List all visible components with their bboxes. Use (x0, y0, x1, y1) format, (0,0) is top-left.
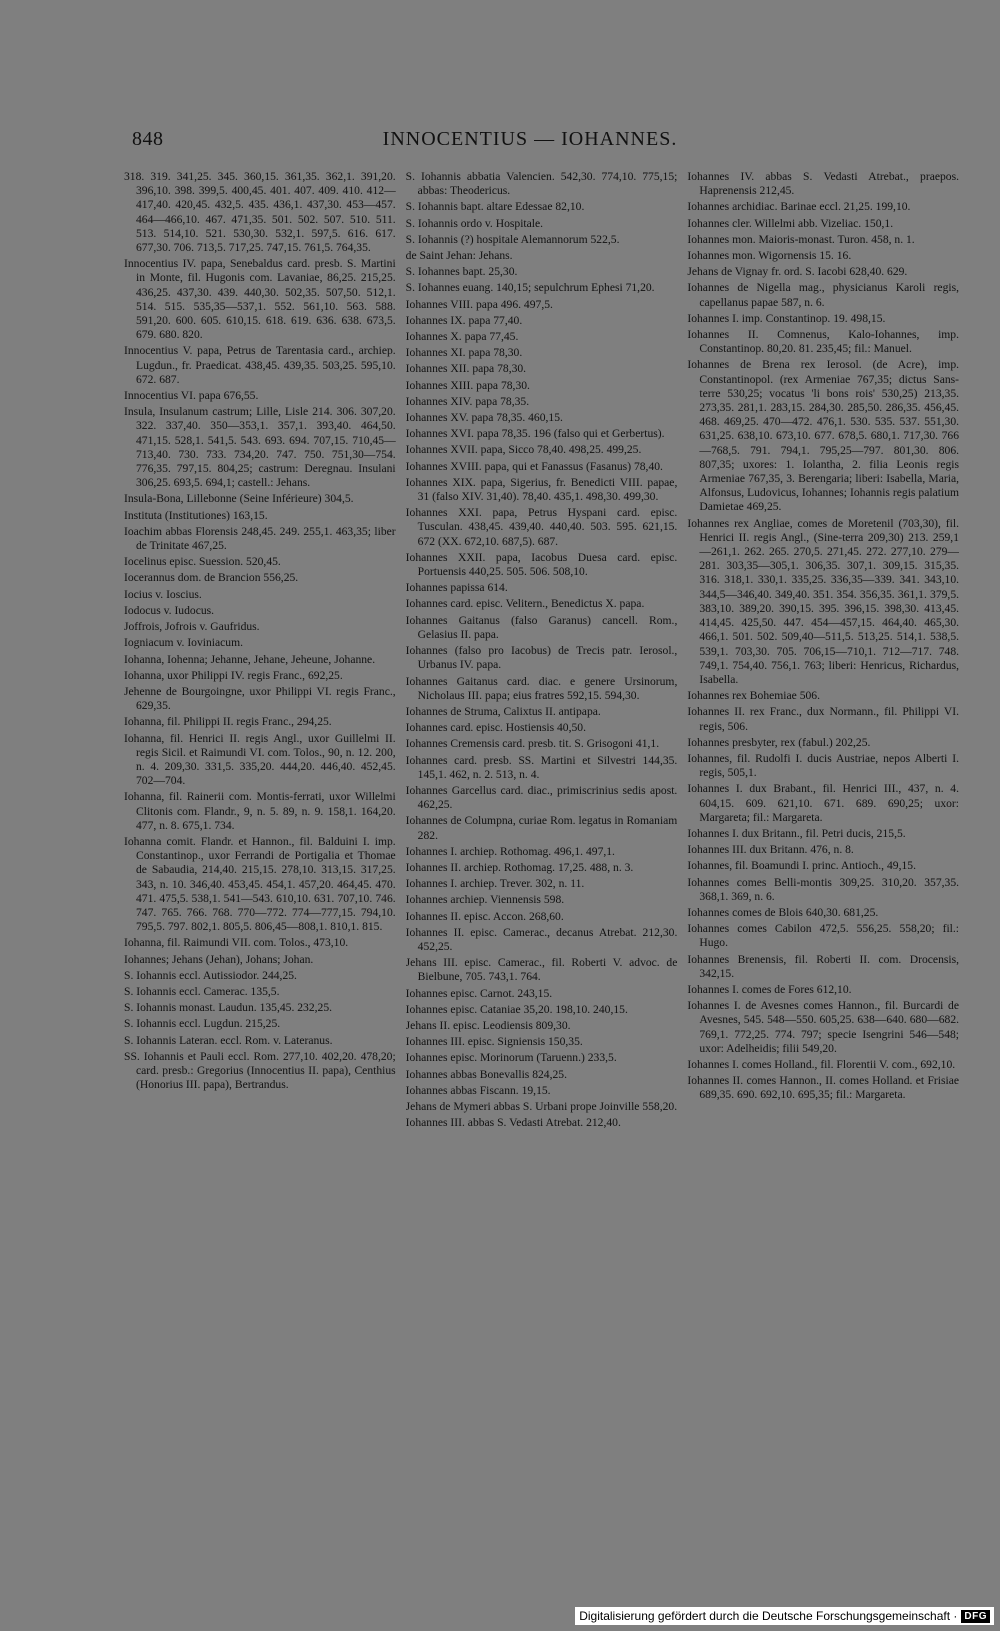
index-entry: Iohannes episc. Carnot. 243,15. (405, 986, 553, 1000)
index-entry: Iohannes de Columpna, curiae Rom. legatus in Romaniam 282. (405, 814, 678, 842)
index-entry: Iodocus v. Iudocus. (124, 603, 215, 617)
index-entry: Iohannes I. dux Brabant., fil. Henrici III., 437, n. 4. 604,15. 609. 621,10. 671. 689. 690,25; uxor: Margareta; fil.: Margareta. (687, 782, 959, 824)
index-entry: Iohannes IV. abbas S. Vedasti Atrebat., praepos. Haprenensis 212,45. (687, 170, 959, 198)
index-entry: Iohannes mon. Wigornensis 15. 16. (687, 249, 852, 263)
index-entry: Innocentius IV. papa, Senebaldus card. presb. S. Martini in Monte, fil. Hugonis com. Lavaniae, 86,25. 215,25. 436,25. 437,30. 439. 440,30. 502,35. 507,50. 512,1. 514. 515. 535,35—537,1. 552. 561,10. 563. 588. 591,20. 600. 605. 610,15. 618. 619. 636. 638. 673,5. 679. 680. 820. (124, 257, 396, 342)
index-entry: Iohannes presbyter, rex (fabul.) 202,25. (687, 735, 871, 749)
index-entry: Iohanna, Iohenna; Jehanne, Jehane, Jeheune, Johanne. (124, 652, 376, 666)
index-entry: Innocentius VI. papa 676,55. (124, 389, 259, 403)
index-entry: Iohannes III. dux Britann. 476, n. 8. (687, 843, 854, 857)
index-entry: Innocentius V. papa, Petrus de Tarentasia card., archiep. Lugdun., fr. Praedicat. 438,45. 439,35. 503,25. 595,10. 672. 687. (124, 344, 396, 386)
index-entry: Iohannes XI. papa 78,30. (405, 346, 523, 360)
index-entry: Jehenne de Bourgoingne, uxor Philippi VI. regis Franc., 629,35. (124, 684, 396, 713)
index-entry: de Saint Jehan: Jehans. (405, 249, 513, 263)
index-entry: Iohannes I. archiep. Trever. 302, n. 11. (405, 877, 585, 891)
index-entry: Ioachim abbas Florensis 248,45. 249. 255,1. 463,35; liber de Trinitate 467,25. (124, 524, 396, 553)
index-entry: Iohannes I. comes Holland., fil. Florentii V. com., 692,10. (687, 1057, 956, 1071)
index-entry: Iocelinus episc. Suession. 520,45. (124, 555, 281, 569)
index-entry: Iohannes XVI. papa 78,35. 196 (falso qui et Gerbertus). (405, 427, 665, 441)
index-entry: Iohannes comes de Blois 640,30. 681,25. (687, 905, 879, 919)
index-entry: Iohannes card. episc. Velitern., Benedictus X. papa. (405, 597, 645, 611)
index-entry: Iohannes I. dux Britann., fil. Petri ducis, 215,5. (687, 826, 906, 840)
index-entry: Iohannes III. episc. Signiensis 150,35. (405, 1035, 583, 1049)
index-entry: Iohannes I. archiep. Rothomag. 496,1. 497,1. (405, 844, 615, 858)
index-entry: S. Iohannis Lateran. eccl. Rom. v. Lateranus. (124, 1033, 333, 1047)
index-entry: 318. 319. 341,25. 345. 360,15. 361,35. 362,1. 391,20. 396,10. 398. 399,5. 400,45. 401. 407. 409. 410. 412—417,40. 420,45. 432,5. 435. 436,1. 437,30. 453—457. 464—466,10. 467. 471,35. 501. 502. 507. 510. 511. 513. 514,10. 521. 530,30. 532,1. 597,5. 616. 617. 677,30. 706. 713,5. 717,25. 747,15. 761,5. 764,35. (124, 170, 396, 255)
index-entry: Iohannes XV. papa 78,35. 460,15. (405, 411, 563, 425)
index-entry: S. Iohannis eccl. Autissiodor. 244,25. (124, 968, 297, 982)
index-entry: S. Iohannis eccl. Lugdun. 215,25. (124, 1017, 281, 1031)
index-entry: Instituta (Institutiones) 163,15. (124, 508, 268, 522)
index-entry: Jehans de Vignay fr. ord. S. Iacobi 628,40. 629. (687, 265, 908, 279)
index-entry: Iohanna, fil. Henrici II. regis Angl., uxor Guillelmi II. regis Sicil. et Raimundi VI. com. Tolos., 90, n. 12. 200, n. 4. 209,30. 331,5. 335,20. 444,20. 446,40. 452,45. 702—704. (124, 731, 396, 788)
page-number: 848 (132, 128, 164, 150)
index-entry: Iohannes II. archiep. Rothomag. 17,25. 488, n. 3. (405, 860, 634, 874)
index-entry: Iohannes III. abbas S. Vedasti Atrebat. 212,40. (405, 1116, 621, 1130)
running-head: INNOCENTIUS — IOHANNES. (382, 128, 678, 150)
index-entry: Jehans de Mymeri abbas S. Urbani prope Joinville 558,20. (405, 1099, 678, 1113)
dfg-logo: DFG (961, 1610, 990, 1623)
index-entry: Iohanna, fil. Philippi II. regis Franc., 294,25. (124, 715, 332, 729)
index-entry: Iohannes IX. papa 77,40. (405, 313, 523, 327)
index-entry: Iohannes (falso pro Iacobus) de Trecis patr. Ierosol., Urbanus IV. papa. (405, 644, 678, 672)
index-entry: Iohanna, fil. Raimundi VII. com. Tolos., 473,10. (124, 936, 349, 950)
index-entry: Iohannes II. episc. Camerac., decanus Atrebat. 212,30. 452,25. (405, 925, 678, 953)
index-entry: Iohannes Gaitanus (falso Garanus) cancell. Rom., Gelasius II. papa. (405, 613, 678, 641)
index-entry: Iohannes episc. Morinorum (Taruenn.) 233,5. (405, 1051, 617, 1065)
index-entry: Iohannes XXI. papa, Petrus Hyspani card. episc. Tusculan. 438,45. 439,40. 440,40. 503. 595. 621,15. 672 (XX. 672,10. 687,5). 687. (405, 506, 678, 548)
index-entry: Iohannes de Brena rex Ierosol. (de Acre), imp. Constantinopol. (rex Armeniae 767,35; dictus Sans-terre 530,25; vocatus 'li bons rois' 530,25) 213,35. 273,35. 281,1. 283,15. 284,30. 285,50. 286,35. 456,45. 468. 469,25. 470—472. 476,1. 530. 535. 537. 551,30. 631,25. 638,10. 673,10. 677. 678,5. 680,1. 717,30. 766—768,5. 791. 794,1. 795,25—797. 801,30. 806. 807,35; uxores: 1. Iolantha, 2. filia Leonis regis Armeniae 767,35, 3. Berengaria; liberi: Isabella, Maria, Alfonsus, Ludovicus, Iohannes; Iohannis regis palatium Damietae 469,25. (687, 358, 959, 514)
index-entry: Iohannes XXII. papa, Iacobus Duesa card. episc. Portuensis 440,25. 505. 506. 508,10. (405, 550, 678, 579)
index-entry: Iohannes archidiac. Barinae eccl. 21,25. 199,10. (687, 200, 911, 214)
index-entry: Jehans III. episc. Camerac., fil. Roberti V. advoc. de Bielbune, 705. 743,1. 764. (405, 956, 678, 984)
index-entry: Iohannes de Struma, Calixtus II. antipapa. (405, 704, 601, 718)
index-entry: Iohannes II. Comnenus, Kalo-Iohannes, imp. Constantinop. 80,20. 81. 235,45; fil.: Manuel. (687, 328, 959, 356)
index-entry: S. Iohannis (?) hospitale Alemannorum 522,5. (405, 232, 620, 246)
index-entry: Iohannes XIX. papa, Sigerius, fr. Benedicti VIII. papae, 31 (falso XIV. 31,40). 78,40. 435,1. 498,30. 499,30. (405, 475, 678, 504)
index-entry: Insula, Insulanum castrum; Lille, Lisle 214. 306. 307,20. 322. 337,40. 350—353,1. 357,1. 393,40. 464,50. 471,15. 528,1. 541,5. 543. 693. 694. 707,15. 710,45—713,40. 730. 733. 734,20. 747. 750. 751,30—754. 776,35. 797,15. 804,25; castrum: Deregnau. Insulani 306,25. 693,5. 694,1; castell.: Jehans. (124, 405, 396, 490)
index-entry: S. Iohannes euang. 140,15; sepulchrum Ephesi 71,20. (405, 281, 655, 295)
index-entry: Iohannes rex Angliae, comes de Moretenil (703,30), fil. Henrici II. regis Angl., (Sine-terra 209,30) 213. 259,1—261,1. 262. 265. 270,5. 271,45. 272. 277,10. 279—281. 303,35—305,1. 306,35. 307,1. 309,15. 315,35. 316. 318,1. 330,1. 335,25. 336,35—339. 341. 343,10. 344,5—346,40. 349,40. 351. 354. 356,35. 361,1. 379,5. 383,10. 389,20. 390,15. 395. 396,15. 398,30. 413,45. 414,45. 425,50. 447. 454—457,15. 464,40. 465,30. 466,1. 501. 502. 509,40—511,5. 513,25. 514,1. 538,5. 539,1. 703,30. 705. 706,15—710,1. 712—717. 748. 749,1. 754,40. 756,1. 763; liberi: Henricus, Richardus, Isabella. (687, 516, 959, 686)
index-entry: Iohannes papissa 614. (405, 581, 508, 595)
index-entry: Iohannes mon. Maioris-monast. Turon. 458, n. 1. (687, 232, 915, 246)
index-entry: Iohannes archiep. Viennensis 598. (405, 893, 565, 907)
index-entry: Iohannes XVII. papa, Sicco 78,40. 498,25. 499,25. (405, 443, 642, 457)
index-entry: Iohannes abbas Bonevallis 824,25. (405, 1067, 567, 1081)
index-entry: Iocerannus dom. de Brancion 556,25. (124, 571, 299, 585)
index-entry: Insula-Bona, Lillebonne (Seine Inférieure) 304,5. (124, 492, 354, 506)
index-entry: Iohanna, fil. Rainerii com. Montis-ferrati, uxor Willelmi Clitonis com. Flandr., 9, n. 5. 89, n. 9. 158,1. 164,20. 477, n. 8. 675,1. 734. (124, 790, 396, 832)
index-column-3 (687, 170, 959, 1510)
index-entry: Iocius v. Ioscius. (124, 587, 202, 601)
index-entry: Iohannes, fil. Boamundi I. princ. Antioch., 49,15. (687, 859, 916, 873)
index-entry: SS. Iohannis et Pauli eccl. Rom. 277,10. 402,20. 478,20; card. presb.: Gregorius (Innocentius II. papa), Centhius (Honorius III. papa), Bertrandus. (124, 1049, 396, 1092)
index-entry: Iohannes card. presb. SS. Martini et Silvestri 144,35. 145,1. 462, n. 2. 513, n. 4. (405, 753, 678, 781)
index-entry: Iohannes Garcellus card. diac., primiscrinius sedis apost. 462,25. (405, 783, 678, 812)
index-entry: Iohannes XIII. papa 78,30. (405, 378, 530, 392)
index-entry: Iohannes XVIII. papa, qui et Fanassus (Fasanus) 78,40. (405, 459, 663, 473)
index-entry: S. Iohannis ordo v. Hospitale. (405, 216, 544, 230)
index-entry: Iohannes XIV. papa 78,35. (405, 394, 530, 408)
index-entry: Iohannes episc. Cataniae 35,20. 198,10. 240,15. (405, 1002, 628, 1016)
index-entry: Iohannes card. episc. Hostiensis 40,50. (405, 721, 586, 735)
index-entry: Iohanna comit. Flandr. et Hannon., fil. Balduini I. imp. Constantinop., uxor Ferrandi de Portigalia et Thomae de Sabaudia, 214,40. 215,15. 278,10. 313,15. 317,25. 343, n. 10. 346,40. 453,45. 454,1. 457,20. 464,45. 470. 471. 475,5. 538,1. 541—543. 610,10. 631. 707,10. 746. 747. 765. 766. 768. 770—772. 774—777,15. 794,10. 795,5. 797. 802,1. 805,5. 806,45—808,1. 810,1. 815. (124, 834, 396, 934)
index-entry: Iohannes II. episc. Accon. 268,60. (405, 909, 564, 923)
index-entry: Iohannes rex Bohemiae 506. (687, 689, 820, 703)
index-entry: Joffrois, Jofrois v. Gaufridus. (124, 620, 260, 634)
index-entry: Jehans II. episc. Leodiensis 809,30. (405, 1018, 571, 1032)
index-entry: Iohannes cler. Willelmi abb. Vizeliac. 150,1. (687, 216, 894, 230)
index-entry: S. Iohannis monast. Laudun. 135,45. 232,25. (124, 1001, 333, 1015)
footer (575, 1607, 994, 1625)
index-entry: Iohannes I. de Avesnes comes Hannon., fil. Burcardi de Avesnes, 545. 548—550. 605,25. 638—640. 680—682. 769,1. 772,25. 774. 797; specie Isengrini 546—548; uxor: Adelheidis; filii 549,20. (687, 999, 959, 1055)
index-entry: Iogniacum v. Ioviniacum. (124, 636, 244, 650)
index-entry: Iohannes Cremensis card. presb. tit. S. Grisogoni 41,1. (405, 737, 660, 751)
index-entry: Iohannes comes Cabilon 472,5. 556,25. 558,20; fil.: Hugo. (687, 922, 959, 950)
index-column-2 (406, 170, 678, 1510)
index-entry: Iohannes Gaitanus card. diac. e genere Ursinorum, Nicholaus III. papa; eius fratres 592,15. 594,30. (405, 674, 678, 702)
footer-funding-text: Digitalisierung gefördert durch die Deutsche Forschungsgemeinschaft · (579, 1609, 958, 1623)
index-entry: Iohannes II. comes Hannon., II. comes Holland. et Frisiae 689,35. 690. 692,10. 695,35; fil.: Margareta. (687, 1074, 959, 1102)
index-entry: S. Iohannis abbatia Valencien. 542,30. 774,10. 775,15; abbas: Theodericus. (405, 170, 678, 198)
index-column-1 (124, 170, 396, 1510)
index-entry: Iohannes II. rex Franc., dux Normann., fil. Philippi VI. regis, 506. (687, 705, 959, 733)
index-entry: Iohanna, uxor Philippi IV. regis Franc., 692,25. (124, 668, 343, 682)
index-entry: Iohannes, fil. Rudolfi I. ducis Austriae, nepos Alberti I. regis, 505,1. (687, 751, 959, 780)
index-entry: Iohannes X. papa 77,45. (405, 330, 519, 344)
index-entry: Iohannes; Jehans (Jehan), Johans; Johan. (124, 952, 314, 966)
index-columns (124, 170, 959, 1510)
index-entry: Iohannes comes Belli-montis 309,25. 310,20. 357,35. 368,1. 369, n. 6. (687, 875, 959, 903)
index-entry: Iohannes VIII. papa 496. 497,5. (405, 297, 553, 311)
index-entry: S. Iohannis eccl. Camerac. 135,5. (124, 984, 280, 998)
index-entry: Iohannes I. comes de Fores 612,10. (687, 982, 852, 996)
index-entry: S. Iohannes bapt. 25,30. (405, 265, 518, 279)
index-entry: Iohannes Brenensis, fil. Roberti II. com. Drocensis, 342,15. (687, 952, 959, 980)
index-entry: Iohannes XII. papa 78,30. (405, 362, 527, 376)
index-entry: S. Iohannis bapt. altare Edessae 82,10. (405, 200, 585, 214)
index-entry: Iohannes de Nigella mag., physicianus Karoli regis, capellanus papae 587, n. 6. (687, 281, 959, 309)
index-entry: Iohannes abbas Fiscann. 19,15. (405, 1083, 551, 1097)
index-entry: Iohannes I. imp. Constantinop. 19. 498,15. (687, 311, 886, 325)
